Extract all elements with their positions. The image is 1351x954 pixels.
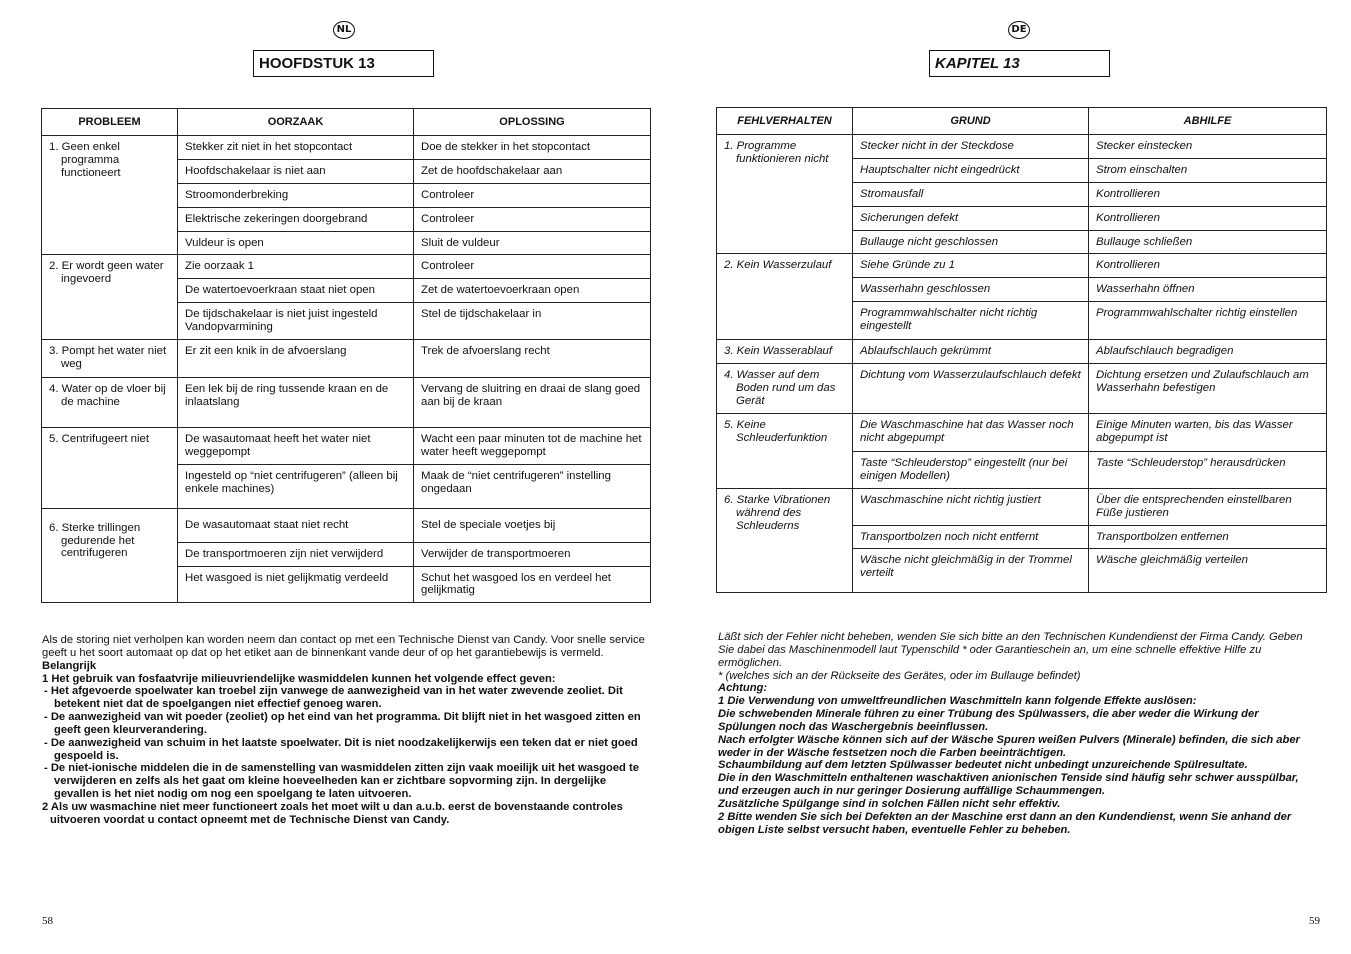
cause-cell: De wasautomaat staat niet recht xyxy=(178,508,414,542)
solution-cell: Wacht een paar minuten tot de machine het water heeft weggepompt xyxy=(414,427,651,464)
table-row xyxy=(717,340,1327,364)
note-line: Die in den Waschmitteln enthaltenen waschaktiven anionischen Tenside sind häufig sehr schwer ausspülbar, und erzeugen auch in nur geringer Dosierung auffällige Schaummengen. xyxy=(718,772,1299,798)
cause-cell: Waschmaschine nicht richtig justiert xyxy=(853,488,1089,525)
page-right xyxy=(676,0,1351,954)
cause-cell: Taste “Schleuderstop” eingestellt (nur bei einigen Modellen) xyxy=(853,452,1089,489)
cause-cell: Elektrische zekeringen doorgebrand xyxy=(178,207,414,231)
problem-label: 4. Water op de vloer bij de machine xyxy=(49,382,166,408)
problem-cell xyxy=(42,508,178,603)
cause-cell: Het wasgoed is niet gelijkmatig verdeeld xyxy=(178,566,414,603)
solution-cell: Controleer xyxy=(414,207,651,231)
notes-section xyxy=(718,631,1318,837)
cause-cell: Programmwahlschalter nicht richtig eingestellt xyxy=(853,302,1089,340)
note-bullet: - Het afgevoerde spoelwater kan troebel zijn vanwege de aanwezigheid van in het water zwevende zeoliet. Dit betekent niet dat de spoelgangen niet effectief genoeg waren. xyxy=(44,685,623,711)
solution-cell: Zet de watertoevoerkraan open xyxy=(414,279,651,303)
table-header-row xyxy=(42,109,651,136)
table-row xyxy=(42,255,651,279)
table-row xyxy=(717,364,1327,414)
problem-cell xyxy=(717,364,853,414)
cause-cell: Dichtung vom Wasserzulaufschlauch defekt xyxy=(853,364,1089,414)
language-badge-nl: NL xyxy=(333,21,355,39)
problem-cell xyxy=(717,340,853,364)
column-header: OPLOSSING xyxy=(414,109,651,136)
cause-cell: De wasautomaat heeft het water niet weggepompt xyxy=(178,427,414,464)
cause-cell: Ablaufschlauch gekrümmt xyxy=(853,340,1089,364)
column-header: OORZAAK xyxy=(178,109,414,136)
problem-cell xyxy=(717,135,853,254)
cause-cell: Ingesteld op “niet centrifugeren” (alleen bij enkele machines) xyxy=(178,464,414,508)
solution-cell: Wäsche gleichmäßig verteilen xyxy=(1089,549,1327,593)
problem-label: 2. Er wordt geen water ingevoerd xyxy=(49,260,164,286)
intro-text: Läßt sich der Fehler nicht beheben, wenden Sie sich bitte an den Technischen Kundendienst der Firma Candy. Geben Sie dabei das Maschinenmodell laut Typenschild * oder Garantieschein an, um eine schnelle effektive Hilfe zu ermöglichen. xyxy=(718,631,1303,669)
language-badge-de: DE xyxy=(1008,21,1030,39)
cause-cell: Een lek bij de ring tussende kraan en de inlaatslang xyxy=(178,377,414,427)
chapter-title: KAPITEL 13 xyxy=(929,50,1110,77)
troubleshooting-table xyxy=(41,108,651,603)
note-bullet: - De aanwezigheid van wit poeder (zeoliet) op het eind van het programma. Dit blijft niet in het wasgoed zitten en geeft geen kleurverandering. xyxy=(44,711,641,736)
cause-cell: Er zit een knik in de afvoerslang xyxy=(178,339,414,377)
problem-cell xyxy=(717,414,853,489)
solution-cell: Stel de speciale voetjes bij xyxy=(414,508,651,542)
cause-cell: Wasserhahn geschlossen xyxy=(853,278,1089,302)
column-header: PROBLEEM xyxy=(42,109,178,136)
problem-cell xyxy=(42,377,178,427)
note-1: 1 Het gebruik van fosfaatvrije milieuvriendelijke wasmiddelen kunnen het volgende effect geven: xyxy=(42,672,556,685)
column-header: GRUND xyxy=(853,108,1089,135)
solution-cell: Über die entsprechenden einstellbaren Füße justieren xyxy=(1089,488,1327,525)
chapter-title: HOOFDSTUK 13 xyxy=(253,50,434,77)
solution-cell: Stecker einstecken xyxy=(1089,135,1327,159)
cause-cell: Wäsche nicht gleichmäßig in der Trommel verteilt xyxy=(853,549,1089,593)
cause-cell: Die Waschmaschine hat das Wasser noch nicht abgepumpt xyxy=(853,414,1089,452)
intro-text: Als de storing niet verholpen kan worden neem dan contact op met een Technische Dienst van Candy. Voor snelle service geeft u het soort automaat op dat op het etiket aan de binnenkant vande deur of op het garantiebewijs is vermeld. xyxy=(42,634,645,659)
notes-section xyxy=(42,634,647,827)
table-row xyxy=(717,488,1327,525)
solution-cell: Kontrollieren xyxy=(1089,254,1327,278)
solution-cell: Wasserhahn öffnen xyxy=(1089,278,1327,302)
solution-cell: Controleer xyxy=(414,255,651,279)
solution-cell: Transportbolzen entfernen xyxy=(1089,525,1327,549)
problem-label: 3. Kein Wasserablauf xyxy=(724,345,833,358)
table-header-row xyxy=(717,108,1327,135)
note-2: 2 Bitte wenden Sie sich bei Defekten an der Maschine erst dann an den Kundendienst, wenn Sie anhand der obigen Liste selbst versucht haben, eventuelle Fehler zu beheben. xyxy=(718,810,1292,836)
problem-label: 6. Starke Vibrationen während des Schleuderns xyxy=(724,493,831,532)
table-row xyxy=(42,339,651,377)
solution-cell: Controleer xyxy=(414,183,651,207)
note-bullet: - De niet-ionische middelen die in de samenstelling van wasmiddelen zitten zijn vaak moeilijk uit het wasgoed te verwijderen en zelfs als het gaat om kleine hoeveelheden kan er zichtbare sopvorming zijn. In dergelijke gevallen is het niet nodig om nog een spoelgang te laten uitvoeren. xyxy=(44,762,639,801)
page-number: 58 xyxy=(42,915,53,927)
cause-cell: Sicherungen defekt xyxy=(853,206,1089,230)
problem-label: 5. Centrifugeert niet xyxy=(49,432,150,445)
note-2: 2 Als uw wasmachine niet meer functioneert zoals het moet wilt u dan a.u.b. eerst de bovenstaande controles uitvoeren voordat u contact opneemt met de Technische Dienst van Candy. xyxy=(42,800,623,826)
footnote: * (welches sich an der Rückseite des Gerätes, oder im Bullauge befindet) xyxy=(718,669,1081,682)
table-row xyxy=(717,135,1327,159)
problem-cell xyxy=(42,136,178,255)
cause-cell: Stecker nicht in der Steckdose xyxy=(853,135,1089,159)
solution-cell: Vervang de sluitring en draai de slang goed aan bij de kraan xyxy=(414,377,651,427)
problem-label: 5. Keine Schleuderfunktion xyxy=(724,419,828,444)
cause-cell: Zie oorzaak 1 xyxy=(178,255,414,279)
solution-cell: Dichtung ersetzen und Zulaufschlauch am Wasserhahn befestigen xyxy=(1089,364,1327,414)
solution-cell: Verwijder de transportmoeren xyxy=(414,542,651,566)
cause-cell: Transportbolzen noch nicht entfernt xyxy=(853,525,1089,549)
table-row xyxy=(42,427,651,464)
note-line: Schaumbildung auf dem letzten Spülwasser bedeutet nicht unbedingt unzureichende Spülresultate. xyxy=(718,759,1248,772)
solution-cell: Maak de “niet centrifugeren” instelling ongedaan xyxy=(414,464,651,508)
problem-cell xyxy=(42,255,178,340)
cause-cell: Stromausfall xyxy=(853,182,1089,206)
solution-cell: Einige Minuten warten, bis das Wasser abgepumpt ist xyxy=(1089,414,1327,452)
table-row xyxy=(42,136,651,160)
cause-cell: De tijdschakelaar is niet juist ingesteld Vandopvarmining xyxy=(178,303,414,340)
cause-cell: Stekker zit niet in het stopcontact xyxy=(178,136,414,160)
troubleshooting-table xyxy=(716,107,1327,593)
problem-label: 1. Programme funktionieren nicht xyxy=(724,140,829,165)
problem-cell xyxy=(42,339,178,377)
cause-cell: De watertoevoerkraan staat niet open xyxy=(178,279,414,303)
solution-cell: Trek de afvoerslang recht xyxy=(414,339,651,377)
problem-label: 1. Geen enkel programma functioneert xyxy=(49,141,121,179)
solution-cell: Stel de tijdschakelaar in xyxy=(414,303,651,340)
note-bullet: - De aanwezigheid van schuim in het laatste spoelwater. Dit is niet noodzakelijkerwijs een teken dat er niet goed gespoeld is. xyxy=(44,736,638,762)
solution-cell: Doe de stekker in het stopcontact xyxy=(414,136,651,160)
note-line: Zusätzliche Spülgange sind in solchen Fällen nicht sehr effektiv. xyxy=(718,797,1061,810)
cause-cell: Siehe Gründe zu 1 xyxy=(853,254,1089,278)
cause-cell: De transportmoeren zijn niet verwijderd xyxy=(178,542,414,566)
cause-cell: Bullauge nicht geschlossen xyxy=(853,230,1089,254)
solution-cell: Programmwahlschalter richtig einstellen xyxy=(1089,302,1327,340)
table-row xyxy=(717,414,1327,452)
note-line: Nach erfolgter Wäsche können sich auf der Wäsche Spuren weißen Pulvers (Minerale) befinden, die sich aber weder in der Wäsche festsetzen noch die Farben beeinträchtigen. xyxy=(718,733,1300,759)
column-header: FEHLVERHALTEN xyxy=(717,108,853,135)
solution-cell: Taste “Schleuderstop” herausdrücken xyxy=(1089,452,1327,489)
cause-cell: Hauptschalter nicht eingedrückt xyxy=(853,158,1089,182)
solution-cell: Bullauge schließen xyxy=(1089,230,1327,254)
column-header: ABHILFE xyxy=(1089,108,1327,135)
solution-cell: Ablaufschlauch begradigen xyxy=(1089,340,1327,364)
table-row xyxy=(42,508,651,542)
note-line: Die schwebenden Minerale führen zu einer Trübung des Spülwassers, die aber weder die Wirkung der Spülungen noch das Waschergebnis beeinflussen. xyxy=(718,708,1259,733)
problem-label: 6. Sterke trillingen gedurende het centrifugeren xyxy=(49,521,141,560)
solution-cell: Strom einschalten xyxy=(1089,158,1327,182)
important-heading: Belangrijk xyxy=(42,659,97,672)
problem-label: 2. Kein Wasserzulauf xyxy=(724,259,832,272)
solution-cell: Kontrollieren xyxy=(1089,182,1327,206)
note-1: 1 Die Verwendung von umweltfreundlichen Waschmitteln kann folgende Effekte auslösen: xyxy=(718,695,1197,708)
problem-cell xyxy=(717,488,853,593)
solution-cell: Sluit de vuldeur xyxy=(414,231,651,255)
problem-label: 3. Pompt het water niet weg xyxy=(49,344,167,370)
cause-cell: Vuldeur is open xyxy=(178,231,414,255)
cause-cell: Stroomonderbreking xyxy=(178,183,414,207)
solution-cell: Zet de hoofdschakelaar aan xyxy=(414,159,651,183)
table-row xyxy=(42,377,651,427)
problem-cell xyxy=(717,254,853,340)
solution-cell: Kontrollieren xyxy=(1089,206,1327,230)
solution-cell: Schut het wasgoed los en verdeel het gelijkmatig xyxy=(414,566,651,603)
cause-cell: Hoofdschakelaar is niet aan xyxy=(178,159,414,183)
problem-cell xyxy=(42,427,178,508)
problem-label: 4. Wasser auf dem Boden rund um das Gerät xyxy=(724,369,836,407)
page-number: 59 xyxy=(1309,915,1320,927)
important-heading: Achtung: xyxy=(718,682,768,695)
table-row xyxy=(717,254,1327,278)
